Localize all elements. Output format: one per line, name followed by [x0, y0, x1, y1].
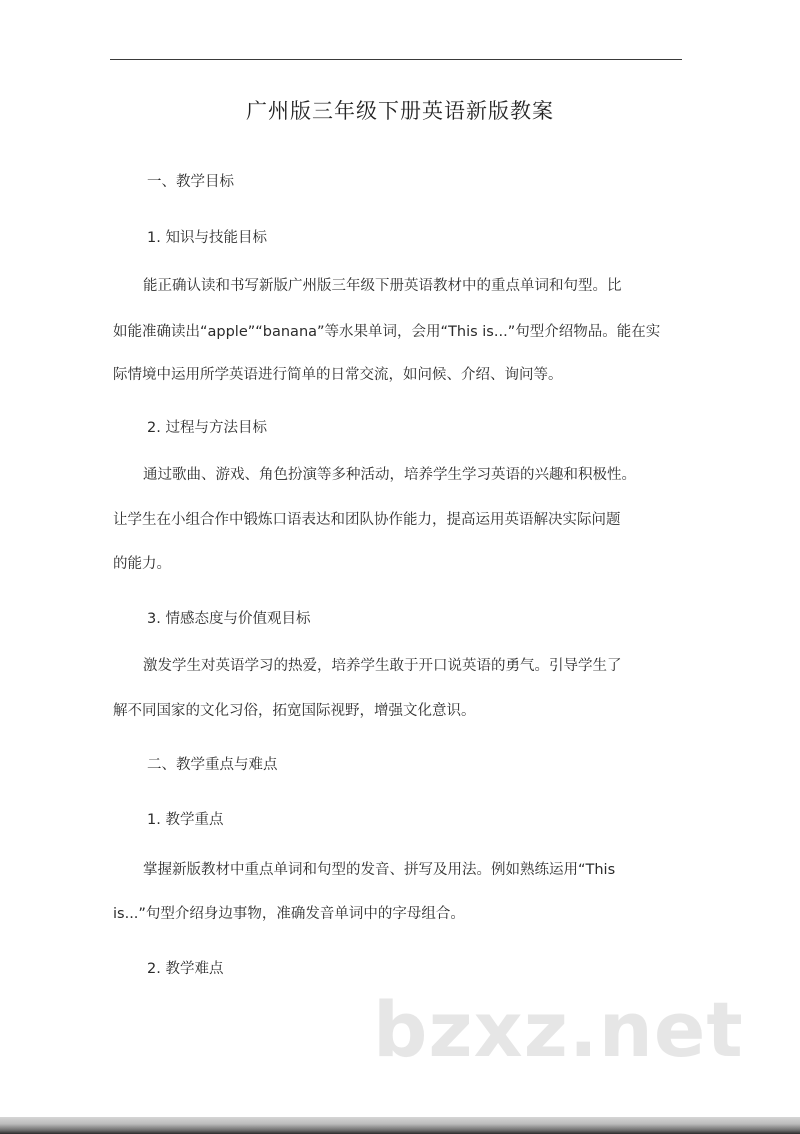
document-title: 广州版三年级下册英语新版教案 [246, 99, 554, 123]
paragraph-line: 解不同国家的文化习俗，拓宽国际视野，增强文化意识。 [113, 703, 476, 719]
page-bottom-edge [0, 1117, 800, 1134]
paragraph-line: 通过歌曲、游戏、角色扮演等多种活动，培养学生学习英语的兴趣和积极性。 [143, 467, 636, 483]
sub-heading-teaching-focus: 1. 教学重点 [147, 812, 224, 828]
sub-heading-attitude-values: 3. 情感态度与价值观目标 [147, 611, 311, 627]
paragraph-line: 让学生在小组合作中锻炼口语表达和团队协作能力，提高运用英语解决实际问题 [113, 512, 621, 528]
sub-heading-process-methods: 2. 过程与方法目标 [147, 420, 267, 436]
paragraph-line: 能正确认读和书写新版广州版三年级下册英语教材中的重点单词和句型。比 [143, 278, 622, 294]
sub-heading-teaching-difficulty: 2. 教学难点 [147, 961, 224, 977]
watermark: bzxz.net [373, 985, 744, 1074]
paragraph-line: is...”句型介绍身边事物，准确发音单词中的字母组合。 [113, 906, 465, 922]
sub-heading-knowledge-skills: 1. 知识与技能目标 [147, 230, 267, 246]
paragraph-line: 的能力。 [113, 556, 171, 572]
header-rule [110, 59, 682, 60]
section-heading-objectives: 一、教学目标 [147, 174, 234, 190]
paragraph-line: 际情境中运用所学英语进行简单的日常交流，如问候、介绍、询问等。 [113, 367, 563, 383]
section-heading-key-difficult-points: 二、教学重点与难点 [147, 757, 278, 773]
paragraph-line: 掌握新版教材中重点单词和句型的发音、拼写及用法。例如熟练运用“This [143, 862, 616, 878]
paragraph-line: 激发学生对英语学习的热爱，培养学生敢于开口说英语的勇气。引导学生了 [143, 658, 622, 674]
paragraph-line: 如能准确读出“apple”“banana”等水果单词，会用“This is...”句型介绍物品。能在实 [113, 324, 661, 340]
